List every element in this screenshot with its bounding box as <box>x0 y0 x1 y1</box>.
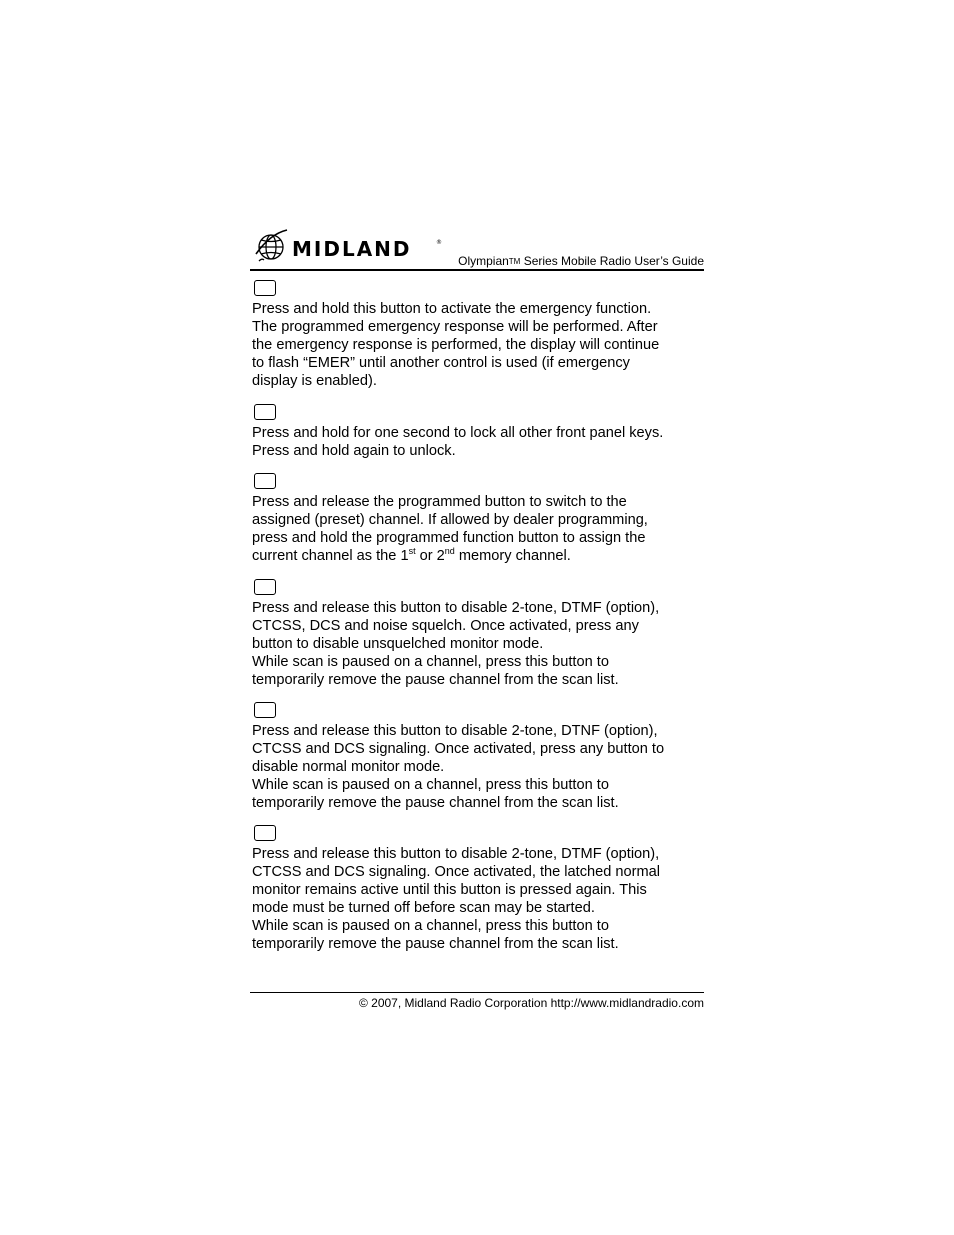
preset-channel-description: Press and release the programmed button to switch to the assigned (preset) channel. If allowed by dealer programming, press and hold the programmed function button to assign the current channel as the 1st or 2nd memory channel. <box>252 494 648 564</box>
key-lock-section <box>252 404 704 460</box>
normal-monitor-section <box>252 702 704 812</box>
copyright-symbol: © <box>358 996 368 1010</box>
page-header <box>250 222 704 271</box>
key-icon <box>254 825 276 841</box>
globe-icon <box>256 230 287 261</box>
latched-monitor-section <box>252 825 704 953</box>
key-lock-description: Press and hold for one second to lock all other front panel keys. Press and hold again to unlock. <box>252 425 664 459</box>
midland-logo <box>254 224 444 266</box>
latched-monitor-description: Press and release this button to disable 2-tone, DTMF (option), CTCSS and DCS signaling. Once activated, the latched normal monitor remains active until this button is pressed again. This mode must be turned off before scan may be started. While scan is paused on a channel, press this button to temporarily remove the pause channel from the scan list. <box>252 846 661 952</box>
normal-monitor-description: Press and release this button to disable 2-tone, DTNF (option), CTCSS and DCS signaling. Once activated, press any button to disable normal monitor mode. While scan is paused on a channel, press this button to temporarily remove the pause channel from the scan list. <box>252 723 665 811</box>
key-icon <box>254 280 276 296</box>
key-icon <box>254 473 276 489</box>
copyright-text: 2007, Midland Radio Corporation http://www.midlandradio.com <box>367 996 704 1010</box>
page-footer <box>250 992 704 1010</box>
guide-title: OlympianTM Series Mobile Radio User’s Guide <box>458 254 704 268</box>
emergency-description: Press and hold this button to activate the emergency function. The programmed emergency response will be performed. After the emergency response is performed, the display will continue to flash “EMER” until another control is used (if emergency display is enabled). <box>252 301 660 389</box>
key-icon <box>254 702 276 718</box>
manual-page <box>250 222 704 952</box>
svg-text:®: ® <box>436 239 442 246</box>
unsquelched-monitor-section <box>252 579 704 689</box>
emergency-section <box>252 280 704 390</box>
preset-channel-section <box>252 473 704 565</box>
svg-text:MIDLAND: MIDLAND <box>292 237 412 261</box>
key-icon <box>254 579 276 595</box>
unsquelched-monitor-description: Press and release this button to disable 2-tone, DTMF (option), CTCSS, DCS and noise squelch. Once activated, press any button to disable unsquelched monitor mode. While scan is paused on a channel, press this button to temporarily remove the pause channel from the scan list. <box>252 600 660 688</box>
key-icon <box>254 404 276 420</box>
